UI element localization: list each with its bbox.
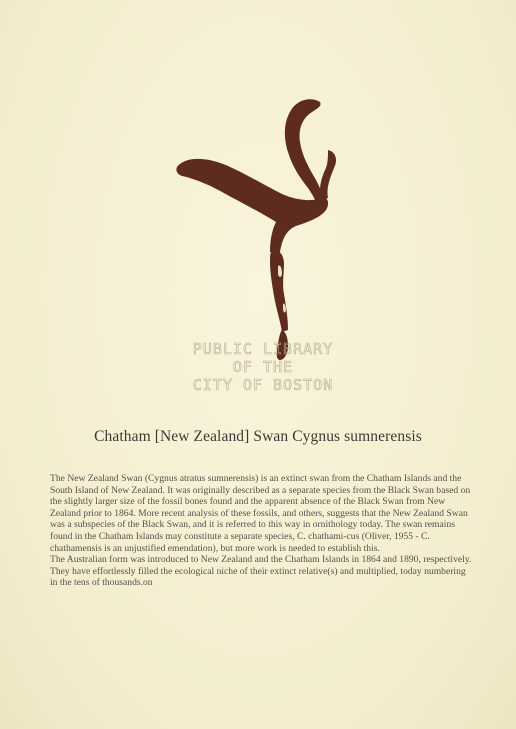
stamp-line-1: PUBLIC LIBRARY — [192, 340, 334, 358]
description-paragraph-2: The Australian form was introduced to New Zealand and the Chatham Islands in 1864 and 1890, respectively. They have effortlessly filled the ecological niche of their extinct relative(s) and multiplied, today numbering in the tens of thousands.on — [50, 554, 472, 589]
stamp-line-2: OF THE — [232, 358, 294, 376]
swan-silhouette-illustration — [170, 92, 340, 362]
description-text — [50, 473, 475, 589]
page-title: Chatham [New Zealand] Swan Cygnus sumnerensis — [94, 428, 422, 445]
library-stamp — [188, 340, 338, 394]
description-paragraph-1: The New Zealand Swan (Cygnus atratus sumnerensis) is an extinct swan from the Chatham Islands and the South Island of New Zealand. It was originally described as a separate species from the Black Swan based on the slightly larger size of the fossil bones found and the apparent absence of the Black Swan from New Zealand prior to 1864. More recent analysis of these fossils, and others, suggests that the New Zealand Swan was a subspecies of the Black Swan, and it is referred to this way in ornithology today. The swan remains found in the Chatham Islands may constitute a separate species, C. chathami-cus (Oliver, 1955 - C. chathamensis is an unjustified emendation), but more work is needed to establish this. — [50, 473, 471, 554]
stamp-line-3: CITY OF BOSTON — [192, 376, 334, 394]
